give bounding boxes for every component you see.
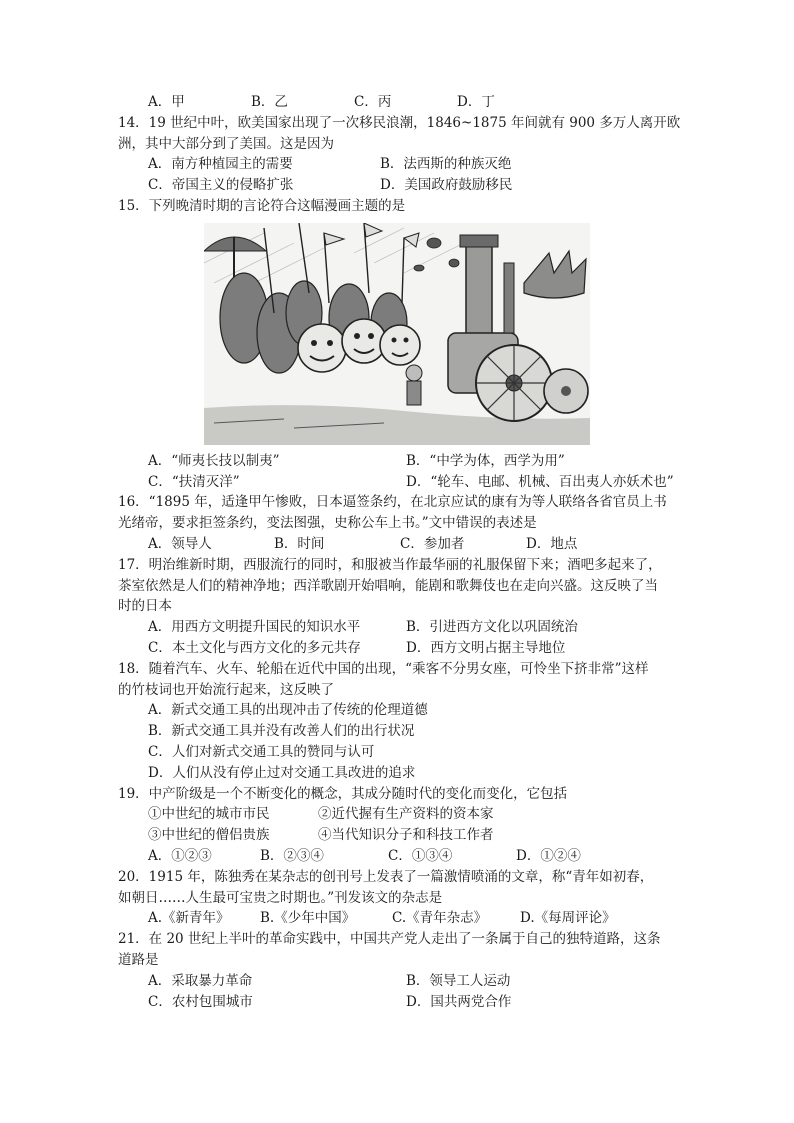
q17-options-row2 (118, 638, 698, 659)
q14-option-a: A．南方种植园主的需要 (148, 156, 293, 173)
q20-stem-line2: 如朝日……人生最可宝贵之时期也。”刊发该文的杂志是 (118, 889, 443, 906)
q17-stem-line2: 茶室依然是人们的精神净地；西洋歌剧开始唱响，能剧和歌舞伎也在走向兴盛。这反映了当 (118, 577, 658, 594)
q21-stem-line2: 道路是 (118, 951, 159, 968)
q16-option-d: D．地点 (526, 535, 578, 552)
q17-option-c: C．本土文化与西方文化的多元共存 (148, 639, 361, 656)
q14-option-d: D．美国政府鼓励移民 (380, 177, 513, 194)
q14-options-row2 (118, 175, 698, 196)
q20-stem-line1: 20．1915 年，陈独秀在某杂志的创刊号上发表了一篇激情喷涌的文章，称“青年如初春， (118, 868, 654, 885)
q20-option-b: B.《少年中国》 (260, 910, 356, 927)
q21-option-c: C．农村包围城市 (148, 993, 253, 1010)
q19-items-row1 (118, 804, 698, 825)
q21-option-a: A．采取暴力革命 (148, 972, 253, 989)
q13-option-d: D．丁 (457, 94, 495, 110)
q16-stem-line2: 光绪帝，要求拒签条约，变法图强，史称公车上书。”文中错误的表述是 (118, 515, 537, 532)
q16-options (118, 534, 698, 555)
q13-option-a: A．甲 (148, 94, 185, 110)
q19-item-3: ③中世纪的僧侣贵族 (148, 827, 270, 844)
q17-option-d: D．西方文明占据主导地位 (406, 639, 566, 656)
q18-option-d: D．人们从没有停止过对交通工具改进的追求 (148, 764, 416, 781)
q20-option-d: D.《每周评论》 (520, 910, 616, 927)
q14-option-b: B．法西斯的种族灭绝 (380, 156, 512, 173)
q15-option-d: D．“轮车、电邮、机械、百出夷人亦妖术也” (406, 473, 674, 490)
q19-item-4: ④当代知识分子和科技工作者 (318, 827, 494, 844)
q16-stem-line1: 16．“1895 年，适逢甲午惨败，日本逼签条约，在北京应试的康有为等人联络各省官员上书 (118, 494, 667, 511)
q19-option-b: B．②③④ (260, 847, 324, 864)
q17-option-a: A．用西方文明提升国民的知识水平 (148, 619, 361, 636)
q18-option-b: B．新式交通工具并没有改善人们的出行状况 (148, 723, 415, 740)
q19-item-2: ②近代握有生产资料的资本家 (318, 806, 494, 823)
q18-stem-line2: 的竹枝词也开始流行起来，这反映了 (118, 681, 334, 698)
q16-option-b: B．时间 (274, 535, 325, 552)
q15-option-c: C．“扶清灭洋” (148, 473, 240, 490)
q21-option-d: D．国共两党合作 (406, 993, 512, 1010)
q21-options-row2 (118, 992, 698, 1013)
q21-option-b: B．领导工人运动 (406, 972, 511, 989)
q19-option-a: A．①②③ (148, 847, 212, 864)
q18-stem-line1: 18．随着汽车、火车、轮船在近代中国的出现，“乘客不分男女座，可怜坐下挤非常”这样 (118, 660, 649, 677)
cartoon-illustration (204, 223, 590, 445)
q18-option-a: A．新式交通工具的出现冲击了传统的伦理道德 (148, 702, 428, 719)
q19-items-row2 (118, 825, 698, 846)
q16-option-a: A．领导人 (148, 535, 212, 552)
q18-option-c: C．人们对新式交通工具的赞同与认可 (148, 743, 375, 760)
q17-option-b: B．引进西方文化以巩固统治 (406, 619, 578, 636)
q13-option-c: C．丙 (354, 94, 392, 110)
q14-stem-line1: 14．19 世纪中叶，欧美国家出现了一次移民浪潮，1846~1875 年间就有 900 多万人离开欧 (118, 114, 681, 131)
q14-stem-line2: 洲，其中大部分到了美国。这是因为 (118, 135, 334, 152)
q20-option-c: C.《青年杂志》 (392, 910, 488, 927)
exam-page (118, 92, 698, 1012)
q19-option-c: C．①③④ (388, 847, 453, 864)
q15-options-row1 (118, 451, 698, 472)
q21-stem-line1: 21．在 20 世纪上半叶的革命实践中，中国共产党人走出了一条属于自己的独特道路，这条 (118, 931, 661, 948)
q13-options (118, 92, 698, 113)
q13-option-b: B．乙 (251, 94, 288, 110)
q14-options-row1 (118, 154, 698, 175)
q15-stem: 15．下列晚清时期的言论符合这幅漫画主题的是 (118, 197, 406, 214)
q14-option-c: C．帝国主义的侵略扩张 (148, 177, 294, 194)
q16-option-c: C．参加者 (400, 535, 465, 552)
q19-option-d: D．①②④ (516, 847, 581, 864)
q17-stem-line3: 时的日本 (118, 598, 172, 615)
q15-options-row2 (118, 472, 698, 493)
q15-option-a: A．“师夷长技以制夷” (148, 452, 280, 469)
q17-options-row1 (118, 617, 698, 638)
q21-options-row1 (118, 971, 698, 992)
q19-options (118, 846, 698, 867)
q15-option-b: B．“中学为体，西学为用” (406, 452, 565, 469)
q17-stem-line1: 17．明治维新时期，西服流行的同时，和服被当作最华丽的礼服保留下来；酒吧多起来了， (118, 556, 662, 573)
q20-options (118, 908, 698, 929)
q19-stem: 19．中产阶级是一个不断变化的概念，其成分随时代的变化而变化，它包括 (118, 785, 568, 802)
q19-item-1: ①中世纪的城市市民 (148, 806, 270, 823)
q20-option-a: A.《新青年》 (148, 910, 230, 927)
